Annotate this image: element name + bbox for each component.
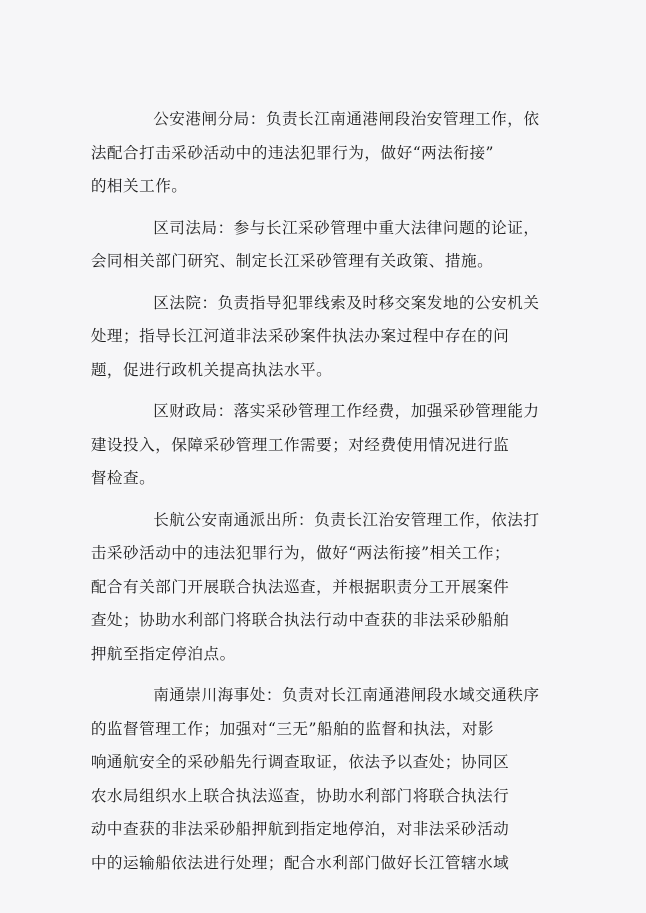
text-line: 南通崇川海事处：负责对长江南通港闸段水域交通秩序 [153,686,540,704]
text-line: 公安港闸分局：负责长江南通港闸段治安管理工作，依 [153,110,540,128]
paragraph [90,103,548,204]
text-line: 区财政局：落实采砂管理工作经费，加强采砂管理能力 [153,402,540,420]
paragraph [90,287,548,388]
text-line: 响通航安全的采砂船先行调查取证，依法予以查处；协同区 [90,753,510,771]
text-line: 查处；协助水利部门将联合执法行动中查获的非法采砂船舶 [90,611,510,629]
text-line: 中的运输船依法进行处理；配合水利部门做好长江管辖水域 [90,853,510,872]
text-line: 题，促进行政机关提高执法水平。 [90,360,333,379]
paragraph [90,679,548,880]
text-line: 击采砂活动中的违法犯罪行为，做好“两法衔接”相关工作； [90,544,511,562]
text-line: 区司法局：参与长江采砂管理中重大法律问题的论证， [153,218,540,237]
text-line: 长航公安南通派出所：负责长江治安管理工作，依法打 [153,510,540,529]
paragraph [90,212,548,279]
text-line: 农水局组织水上联合执法巡查，协助水利部门将联合执法行 [90,786,510,805]
paragraph [90,395,548,496]
text-line: 配合有关部门开展联合执法巡查，并根据职责分工开展案件 [90,577,510,596]
text-line: 动中查获的非法采砂船押航到指定地停泊，对非法采砂活动 [90,820,510,838]
text-line: 的相关工作。 [90,177,188,195]
text-line: 法配合打击采砂活动中的违法犯罪行为，做好“两法衔接” [90,143,495,162]
document-body [90,103,548,888]
text-line: 处理；指导长江河道非法采砂案件执法办案过程中存在的问 [90,327,510,345]
text-line: 督检查。 [90,469,156,487]
text-line: 会同相关部门研究、制定长江采砂管理有关政策、措施。 [90,252,494,270]
text-line: 区法院：负责指导犯罪线索及时移交案发地的公安机关 [153,293,540,312]
paragraph [90,504,548,672]
text-line: 押航至指定停泊点。 [90,644,236,663]
text-line: 建设投入，保障采砂管理工作需要；对经费使用情况进行监 [90,435,510,454]
text-line: 的监督管理工作；加强对“三无”船舶的监督和执法，对影 [90,719,495,738]
